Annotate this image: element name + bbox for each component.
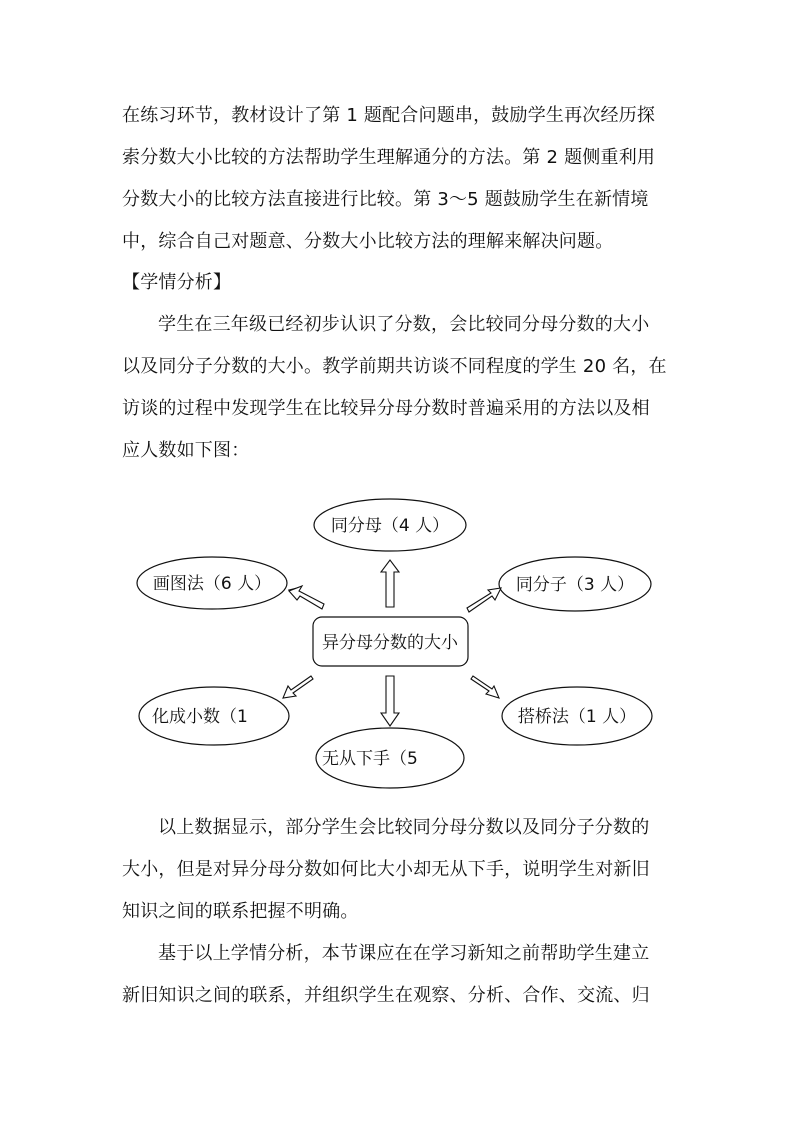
arrow-lower-right-icon <box>471 676 499 698</box>
paragraph-2-line-1: 学生在三年级已经初步认识了分数，会比较同分母分数的大小 <box>158 314 650 335</box>
node-left-upper-label: 画图法（6 人） <box>152 574 272 594</box>
paragraph-2-line-4: 应人数如下图： <box>122 440 250 461</box>
paragraph-4-line-1: 基于以上学情分析，本节课应在在学习新知之前帮助学生建立 <box>158 943 650 964</box>
node-right-lower-label: 搭桥法（1 人） <box>517 707 637 727</box>
paragraph-1-line-3: 分数大小的比较方法直接进行比较。第 3～5 题鼓励学生在新情境 <box>122 189 649 210</box>
node-top-label: 同分母（4 人） <box>330 516 450 536</box>
paragraph-3-line-3: 知识之间的联系把握不明确。 <box>122 901 359 922</box>
node-right-upper-label: 同分子（3 人） <box>515 575 635 595</box>
arrow-down-icon <box>381 676 399 726</box>
paragraph-1-line-4: 中，综合自己对题意、分数大小比较方法的理解来解决问题。 <box>122 231 614 252</box>
arrow-up-icon <box>381 560 399 607</box>
paragraph-1-line-2: 索分数大小比较的方法帮助学生理解通分的方法。第 2 题侧重利用 <box>122 147 656 168</box>
arrow-lower-left-icon <box>283 676 313 698</box>
paragraph-2-line-3: 访谈的过程中发现学生在比较异分母分数时普遍采用的方法以及相 <box>122 398 650 419</box>
paragraph-4-line-2: 新旧知识之间的联系，并组织学生在观察、分析、合作、交流、归 <box>122 985 650 1006</box>
section-heading: 【学情分析】 <box>122 272 232 293</box>
paragraph-2-line-2: 以及同分子分数的大小。教学前期共访谈不同程度的学生 20 名，在 <box>122 356 667 377</box>
paragraph-3-line-1: 以上数据显示，部分学生会比较同分母分数以及同分子分数的 <box>158 817 650 838</box>
paragraph-3-line-2: 大小，但是对异分母分数如何比大小却无从下手，说明学生对新旧 <box>122 859 650 880</box>
arrow-upper-right-icon <box>467 588 501 612</box>
center-label: 异分母分数的大小 <box>322 633 458 653</box>
node-bottom-label: 无从下手（5 <box>322 749 418 769</box>
paragraph-1-line-1: 在练习环节，教材设计了第 1 题配合问题串，鼓励学生再次经历探 <box>122 105 656 126</box>
node-left-lower-label: 化成小数（1 <box>152 707 248 727</box>
